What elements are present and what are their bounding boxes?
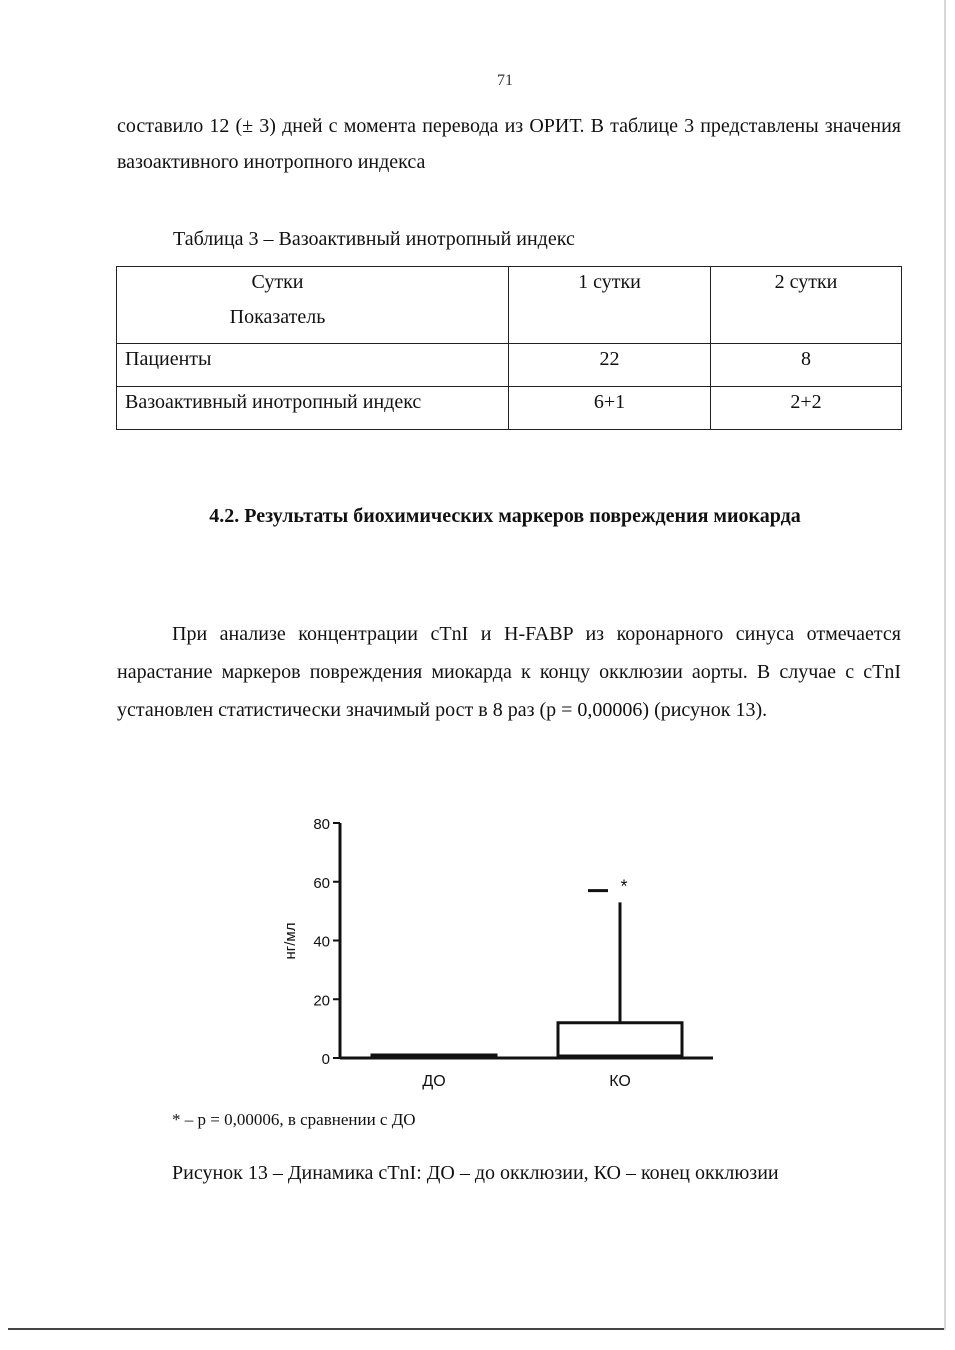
box xyxy=(558,1023,682,1058)
significance-asterisk: * xyxy=(620,876,628,897)
y-tick-label: 0 xyxy=(321,1051,330,1068)
intro-paragraph: составило 12 (± 3) дней с момента перевода из ОРИТ. В таблице 3 представлены значения вазоактивного инотропного индекса xyxy=(117,115,901,173)
column-header-day-2: 2 сутки xyxy=(711,267,902,344)
row-label: Вазоактивный инотропный индекс xyxy=(117,387,509,430)
y-tick-label: 40 xyxy=(313,933,330,951)
page-number: 71 xyxy=(497,72,513,89)
cell-value: 8 xyxy=(711,344,902,387)
x-category-label: ДО xyxy=(422,1073,446,1090)
y-axis-label: нг/мл xyxy=(282,922,299,960)
page-right-edge xyxy=(944,0,946,1330)
row-header-label: Показатель xyxy=(229,306,326,328)
cell-value: 6+1 xyxy=(509,387,711,430)
y-tick-label: 60 xyxy=(313,874,330,892)
cell-value: 2+2 xyxy=(711,387,902,430)
cell-value: 22 xyxy=(509,344,711,387)
body-paragraph: При анализе концентрации cTnI и H-FABP из коронарного синуса отмечается нарастание маркеров повреждения миокарда к концу окклюзии аорты. В случае с cTnI установлен статистически значимый рост в 8 раз (р = 0,00006) (рисунок 13). xyxy=(117,623,901,721)
column-header-day-1: 1 сутки xyxy=(509,267,711,344)
y-tick-label: 80 xyxy=(313,816,330,833)
y-tick-label: 20 xyxy=(313,992,330,1010)
section-heading: 4.2. Результаты биохимических маркеров повреждения миокарда xyxy=(209,505,801,527)
column-header-label: Сутки xyxy=(251,271,304,293)
x-category-label: КО xyxy=(609,1073,631,1090)
figure-footnote: * – р = 0,00006, в сравнении с ДО xyxy=(172,1110,416,1129)
table-caption: Таблица 3 – Вазоактивный инотропный индекс xyxy=(173,228,575,250)
row-label: Пациенты xyxy=(117,344,509,387)
figure-caption: Рисунок 13 – Динамика cTnI: ДО – до окклюзии, КО – конец окклюзии xyxy=(172,1162,779,1184)
page-bottom-rule xyxy=(8,1328,946,1330)
